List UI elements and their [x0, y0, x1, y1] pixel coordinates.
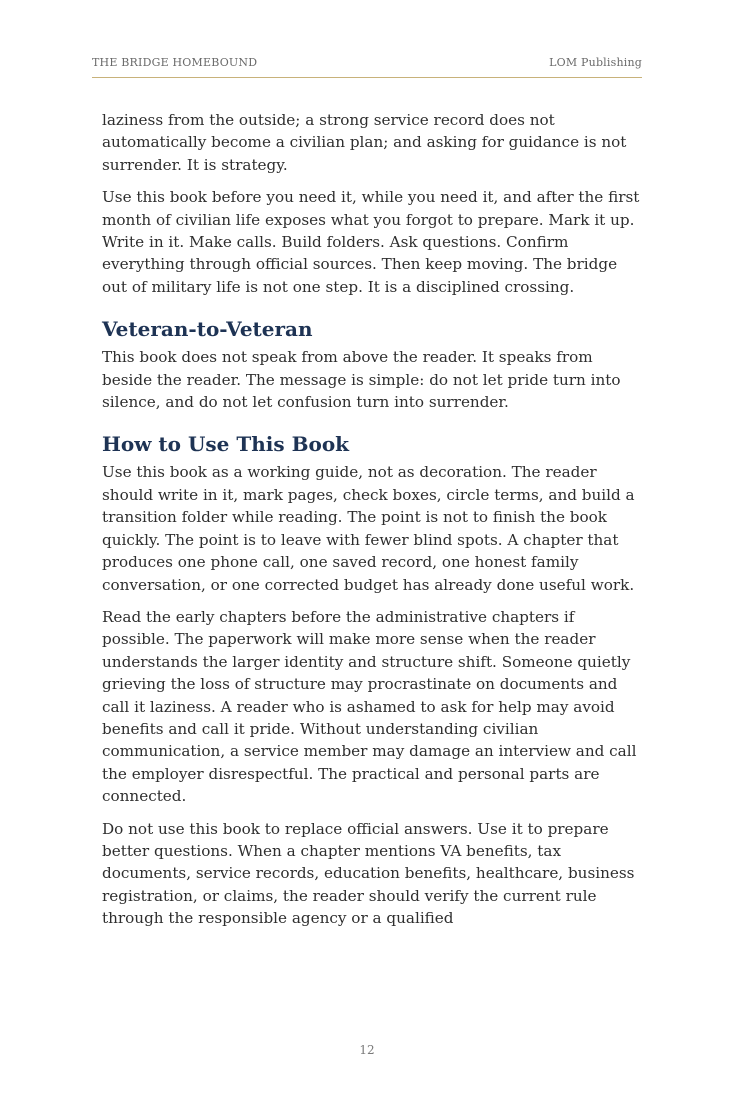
page-body — [102, 109, 642, 940]
running-header — [92, 55, 642, 78]
heading-how-to-use: How to Use This Book — [102, 432, 350, 457]
publisher-name: LOM Publishing — [549, 56, 642, 69]
paragraph-veteran-to-veteran: This book does not speak from above the reader. It speaks from beside the reader. The message is simple: do not let pride turn into silence, and do not let confusion turn into surrender. — [102, 348, 621, 412]
paragraph-how-to-use-2: Read the early chapters before the administrative chapters if possible. The paperwork will make more sense when the reader understands the larger identity and structure shift. Someone quietly grieving the loss of structure may procrastinate on documents and call it laziness. A reader who is ashamed to ask for help may avoid benefits and call it pride. Without understanding civilian communication, a service member may damage an interview and call the employer disrespectful. The practical and personal parts are connected. — [102, 607, 637, 806]
page-number: 12 — [359, 1043, 375, 1057]
paragraph-intro-continuation: laziness from the outside; a strong service record does not automatically become a civilian plan; and asking for guidance is not surrender. It is strategy. — [102, 111, 627, 174]
book-title: THE BRIDGE HOMEBOUND — [92, 56, 258, 69]
paragraph-use-book: Use this book before you need it, while you need it, and after the first month of civilian life exposes what you forgot to prepare. Mark it up. Write in it. Make calls. Build folders. Ask questions. Confirm everything through official sources. Then keep moving. The bridge out of military life is not one step. It is a disciplined crossing. — [102, 188, 640, 296]
heading-veteran-to-veteran: Veteran-to-Veteran — [102, 317, 313, 342]
paragraph-how-to-use-3: Do not use this book to replace official answers. Use it to prepare better questions. When a chapter mentions VA benefits, tax documents, service records, education benefits, healthcare, business registration, or claims, the reader should verify the current rule through the responsible agency or a qualified — [102, 819, 635, 928]
paragraph-how-to-use-1: Use this book as a working guide, not as decoration. The reader should write in it, mark pages, check boxes, circle terms, and build a transition folder while reading. The point is not to finish the book quickly. The point is to leave with fewer blind spots. A chapter that produces one phone call, one saved record, one honest family conversation, or one corrected budget has already done useful work. — [102, 463, 635, 594]
